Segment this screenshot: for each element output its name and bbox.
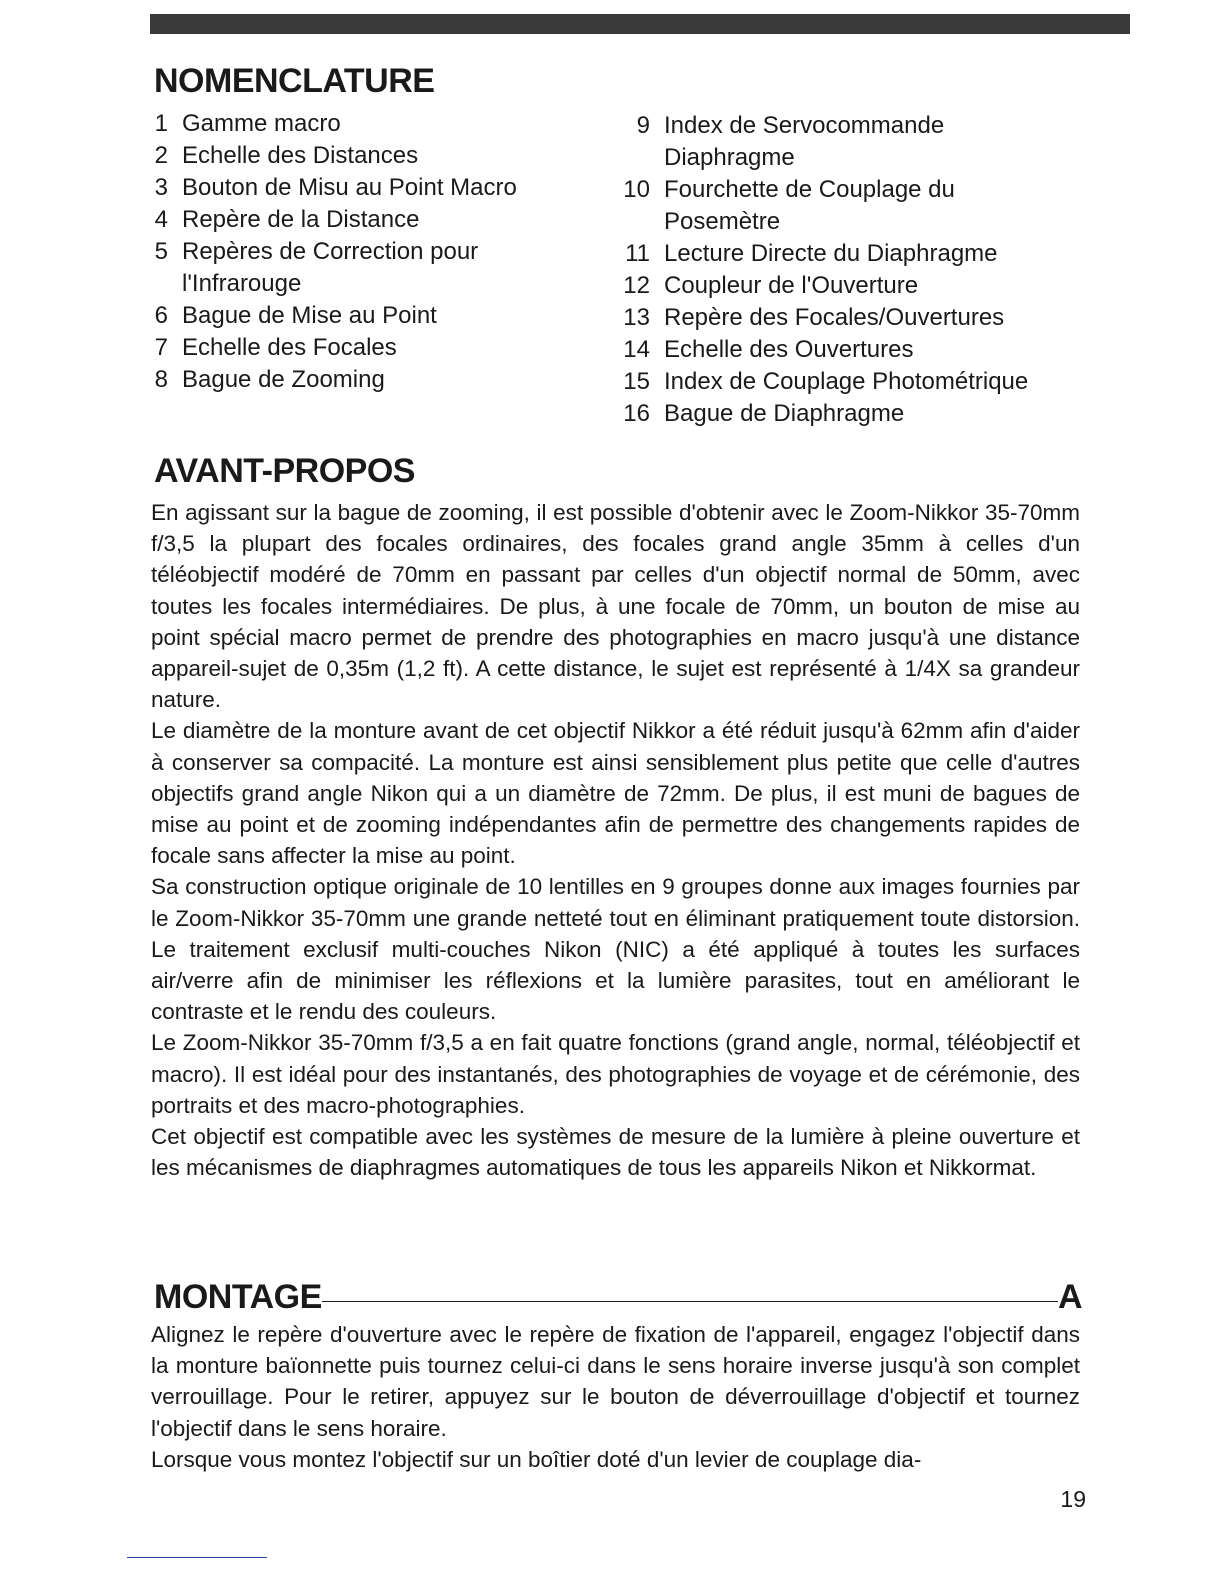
list-item: 13 Repère des Focales/Ouvertures — [623, 304, 1005, 331]
list-item: 4 Repère de la Distance — [154, 206, 420, 233]
list-item: 14 Echelle des Ouvertures — [623, 336, 914, 363]
list-item: 7 Echelle des Focales — [154, 334, 397, 361]
list-item: 6 Bague de Mise au Point — [154, 302, 437, 329]
paragraph: Cet objectif est compatible avec les systèmes de mesure de la lumière à pleine ouverture et les mécanismes de diaphragmes automatiques de tous les appareils Nikon et Nikkormat. — [151, 1124, 1080, 1181]
list-item: 10 Fourchette de Couplage du Posemètre — [623, 176, 955, 235]
list-item: 1 Gamme macro — [154, 110, 341, 137]
list-item: 8 Bague de Zooming — [154, 366, 385, 393]
footer-line — [127, 1557, 267, 1558]
list-item: 9 Index de Servocommande Diaphragme — [636, 112, 945, 171]
paragraph: Le Zoom-Nikkor 35-70mm f/3,5 a en fait quatre fonctions (grand angle, normal, téléobjectif et macro). Il est idéal pour des instantanés, des photographies de voyage et de cérémonie, des portraits et des macro-photographies. — [151, 1030, 1080, 1118]
figure-ref: A — [1057, 1278, 1082, 1316]
montage-title: MONTAGE — [154, 1278, 322, 1316]
avant-propos-title: AVANT-PROPOS — [154, 452, 415, 490]
montage-body — [151, 1319, 1080, 1475]
paragraph: Le diamètre de la monture avant de cet objectif Nikkor a été réduit jusqu'à 62mm afin d'aider à conserver sa compacité. La monture est ainsi sensiblement plus petite que celle d'autres objectifs grand angle Nikon qui a un diamètre de 72mm. De plus, il est muni de bagues de mise au point et de zooming indépendantes afin de permettre des changements rapides de focale sans affecter la mise au point. — [151, 718, 1080, 869]
list-item: 12 Coupleur de l'Ouverture — [623, 272, 919, 299]
paragraph: Sa construction optique originale de 10 lentilles en 9 groupes donne aux images fournies par le Zoom-Nikkor 35-70mm une grande netteté tout en éliminant pratiquement toute distorsion. Le traitement exclusif multi-couches Nikon (NIC) a été appliqué à toutes les surfaces air/verre afin de minimiser les réflexions et la lumière parasites, tout en améliorant le contraste et le rendu des couleurs. — [151, 874, 1080, 1025]
nomenclature-list-right — [622, 110, 1082, 430]
header-bar — [150, 14, 1130, 34]
avant-propos-body — [151, 497, 1080, 1183]
paragraph: En agissant sur la bague de zooming, il est possible d'obtenir avec le Zoom-Nikkor 35-70mm f/3,5 la plupart des focales ordinaires, des focales grand angle 35mm à celles d'un téléobjectif modéré de 70mm en passant par celles d'un objectif normal de 50mm, avec toutes les focales intermédiaires. De plus, à une focale de 70mm, un bouton de mise au point spécial macro permet de prendre des photographies en macro jusqu'à une distance appareil-sujet de 0,35m (1,2 ft). A cette distance, le sujet est représenté à 1/4X sa grandeur nature. — [151, 500, 1080, 713]
paragraph: Lorsque vous montez l'objectif sur un boîtier doté d'un levier de couplage dia- — [151, 1446, 922, 1472]
list-item: 11 Lecture Directe du Diaphragme — [625, 240, 998, 267]
montage-heading — [154, 1278, 1082, 1316]
list-item: 15 Index de Couplage Photométrique — [623, 368, 1029, 395]
page-number: 19 — [1060, 1486, 1086, 1512]
paragraph: Alignez le repère d'ouverture avec le repère de fixation de l'appareil, engagez l'objectif dans la monture baïonnette puis tournez celui-ci dans le sens horaire inverse jusqu'à son complet verrouillage. Pour le retirer, appuyez sur le bouton de déverrouillage d'objectif et tournez l'objectif dans le sens horaire. — [151, 1322, 1080, 1441]
list-item: 2 Echelle des Distances — [154, 142, 419, 169]
list-item: 5 Repères de Correction pour l'Infrarouge — [154, 238, 479, 297]
heading-rule — [322, 1301, 1058, 1302]
nomenclature-title: NOMENCLATURE — [154, 62, 435, 100]
list-item: 16 Bague de Diaphragme — [623, 400, 905, 427]
list-item: 3 Bouton de Misu au Point Macro — [154, 174, 517, 201]
nomenclature-list-left — [154, 108, 594, 396]
